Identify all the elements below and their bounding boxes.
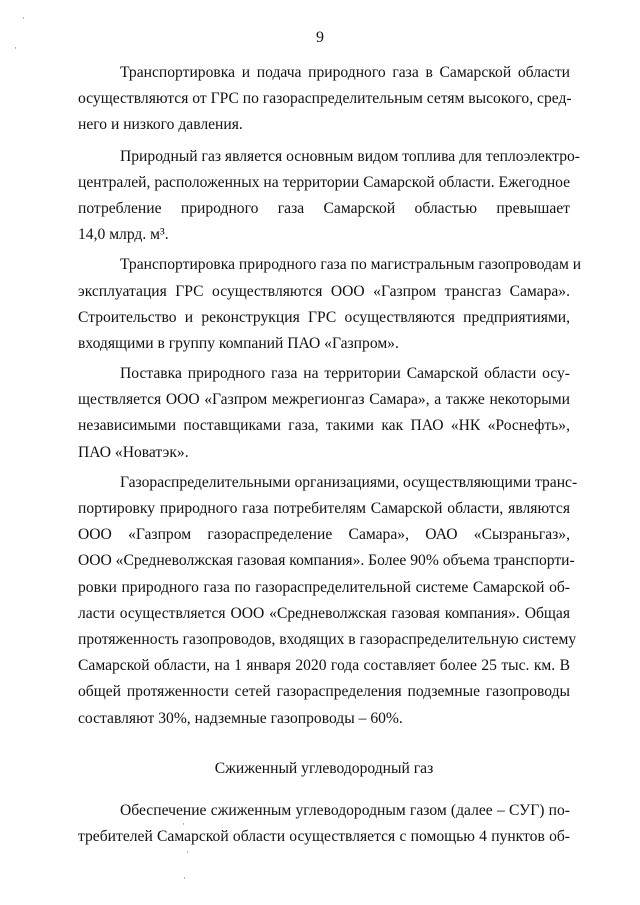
text-line: потребление природного газа Самарской областью превышает	[78, 199, 570, 217]
paragraph	[78, 252, 582, 357]
text-line: ООО «Средневолжская газовая компания». Более 90% объема транспорти-	[78, 552, 575, 570]
text-line: Самарской области, на 1 января 2020 года составляет более 25 тыс. км. В	[78, 657, 570, 675]
section-heading: Сжиженный углеводородный газ	[214, 759, 434, 777]
scan-speck: ·	[22, 13, 25, 23]
text-line: протяженность газопроводов, входящих в газораспределительную систему	[78, 630, 577, 648]
text-line: портировку природного газа потребителям Самарской области, являются	[78, 500, 570, 517]
text-line: ласти осуществляется ООО «Средневолжская газовая компания». Общая	[78, 604, 570, 622]
text-line: централей, расположенных на территории Самарской области. Ежегодное	[78, 173, 571, 191]
text-line: Транспортировка природного газа по магистральным газопроводам и	[120, 256, 582, 274]
document-body	[78, 60, 582, 850]
scan-speck: ·	[182, 819, 185, 829]
text-line: составляют 30%, надземные газопроводы – 60%.	[78, 709, 403, 727]
text-line: входящими в группу компаний ПАО «Газпром».	[78, 334, 399, 352]
text-line: Транспортировка и подача природного газа в Самарской области	[120, 64, 570, 81]
text-line: Обеспечение сжиженным углеводородным газом (далее – СУГ) по-	[120, 801, 570, 819]
paragraph	[78, 470, 578, 732]
text-line: Строительство и реконструкция ГРС осуществляются предприятиями,	[78, 308, 570, 326]
paragraph	[78, 144, 581, 249]
text-line: независимыми поставщиками газа, такими как ПАО «НК «Роснефть»,	[78, 417, 570, 435]
scan-speck: ·	[183, 873, 186, 883]
text-line: ООО «Газпром газораспределение Самара», ОАО «Сызраньгаз»,	[78, 526, 570, 544]
page-number: 9	[316, 29, 324, 46]
text-line: ПАО «Новатэк».	[78, 443, 189, 461]
text-line: требителей Самарской области осуществляется с помощью 4 пунктов об-	[78, 828, 570, 846]
text-line: Газораспределительными организациями, осуществляющими транс-	[120, 473, 578, 491]
text-line: него и низкого давления.	[78, 116, 243, 134]
text-line: эксплуатация ГРС осуществляются ООО «Газпром трансгаз Самара».	[78, 282, 570, 300]
text-line: Природный газ является основным видом топлива для теплоэлектро-	[120, 147, 581, 165]
scan-speck: ·	[14, 43, 17, 53]
text-line: общей протяженности сетей газораспределения подземные газопроводы	[78, 683, 570, 701]
text-line: осуществляются от ГРС по газораспределительным сетям высокого, сред-	[78, 90, 572, 108]
text-line: Поставка природного газа на территории Самарской области осу-	[120, 365, 570, 383]
paragraph	[78, 798, 570, 850]
paragraph	[78, 60, 570, 139]
scan-speck: ·	[186, 847, 189, 857]
text-line: 14,0 млрд. м³.	[78, 226, 169, 244]
text-line: ществляется ООО «Газпром межрегионгаз Самара», а также некоторыми	[78, 391, 570, 409]
text-line: ровки природного газа по газораспределительной системе Самарской об-	[78, 578, 570, 596]
paragraph	[78, 361, 570, 466]
